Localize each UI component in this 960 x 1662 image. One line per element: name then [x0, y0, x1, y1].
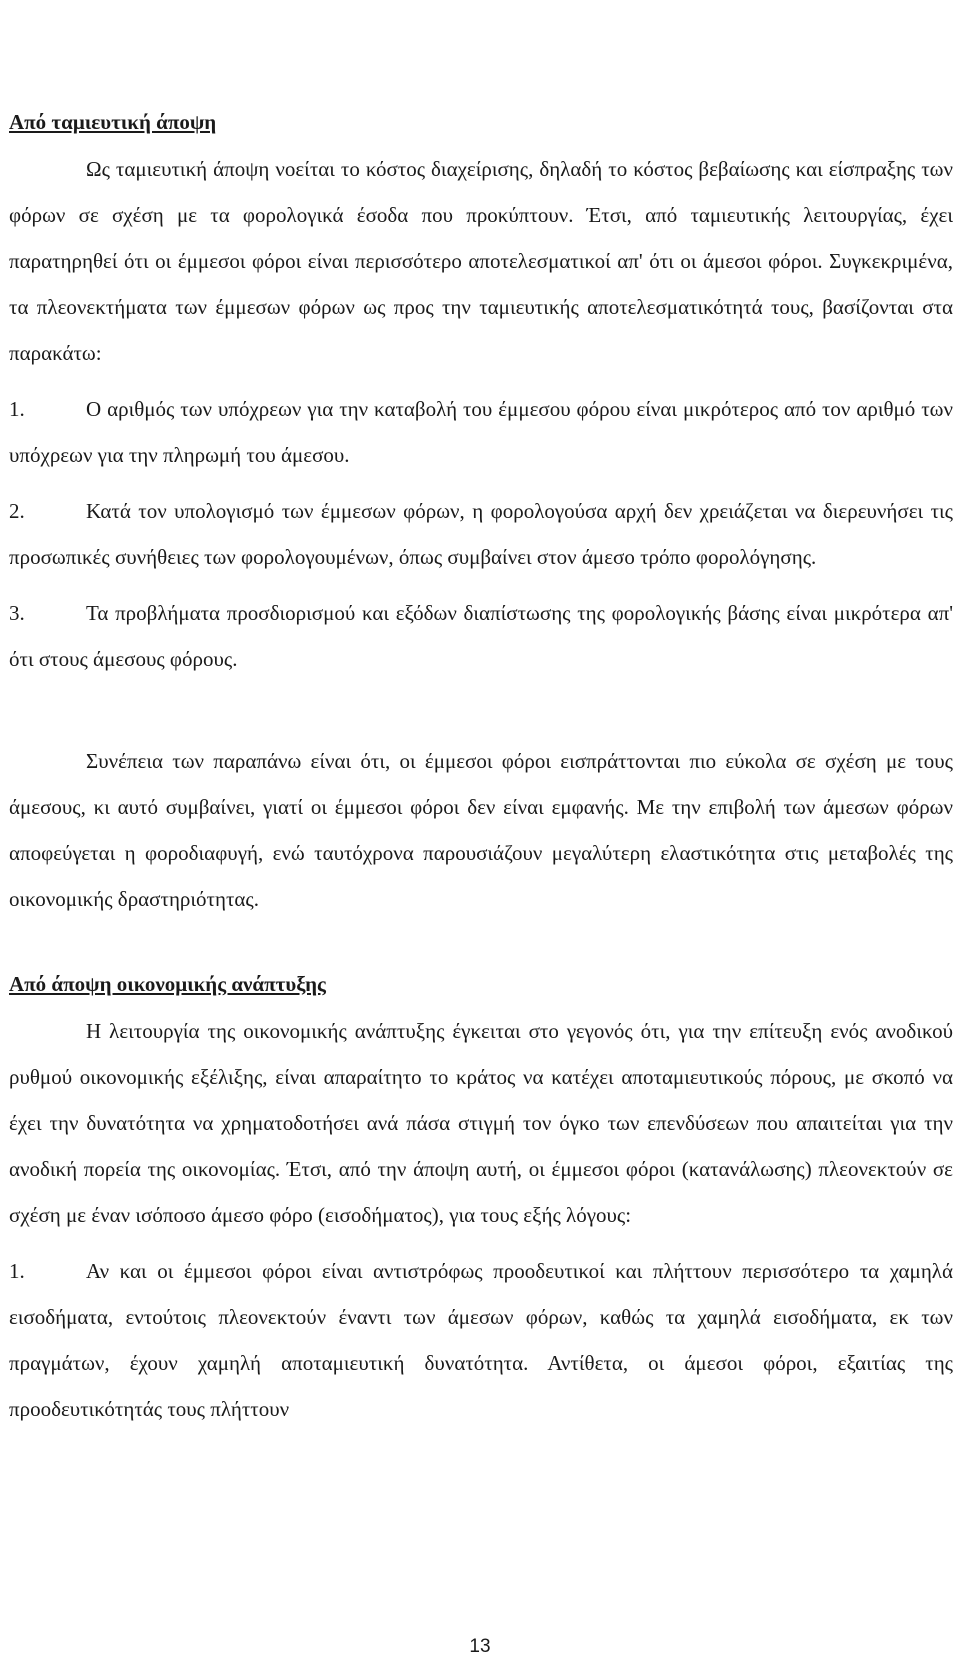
list-item-text: Αν και οι έμμεσοι φόροι είναι αντιστρόφως προοδευτικοί και πλήττουν περισσότερο τα χαμηλά εισοδήματα, εντούτοις πλεονεκτούν έναντι των άμεσων φόρων, καθώς τα χαμηλά εισοδήματα, εκ των πραγμάτων, έχουν χαμηλή αποταμιευτική δυνατότητα. Αντίθετα, οι άμεσοι φόροι, εξαιτίας της προοδευτικότητάς τους πλήττουν [9, 1259, 953, 1421]
list-item [9, 580, 953, 682]
section-spacer [9, 922, 953, 970]
paragraph-growth-intro: Η λειτουργία της οικονομικής ανάπτυξης έγκειται στο γεγονός ότι, για την επίτευξη ενός ανοδικού ρυθμού οικονομικής εξέλιξης, είναι απαραίτητο το κράτος να κατέχει αποταμιευτικούς πόρους, με σκοπό να έχει την δυνατότητα να χρηματοδοτήσει ανά πάσα στιγμή τον όγκο των επενδύσεων που απαιτείται για την ανοδική πορεία της οικονομίας. Έτσι, από την άποψη αυτή, οι έμμεσοι φόροι (κατανάλωσης) πλεονεκτούν σε σχέση με έναν ισόποσο άμεσο φόρο (εισοδήματος), για τους εξής λόγους: [9, 1019, 953, 1227]
paragraph-treasury-conclusion: Συνέπεια των παραπάνω είναι ότι, οι έμμεσοι φόροι εισπράττονται πιο εύκολα σε σχέση με τους άμεσους, κι αυτό συμβαίνει, γιατί οι έμμεσοι φόροι δεν είναι εμφανής. Με την επιβολή των άμεσων φόρων αποφεύγεται η φοροδιαφυγή, ενώ ταυτόχρονα παρουσιάζουν μεγαλύτερη ελαστικότητα στις μεταβολές της οικονομικής δραστηριότητας. [9, 749, 953, 911]
list-item-number: 2. [9, 499, 25, 523]
list-item-number: 1. [9, 1259, 25, 1283]
list-item [9, 1238, 953, 1432]
list-item-text: Τα προβλήματα προσδιορισμού και εξόδων διαπίστωσης της φορολογικής βάσης είναι μικρότερα απ' ότι στους άμεσους φόρους. [9, 601, 953, 671]
document-page [9, 108, 953, 1432]
section-heading-treasury: Από ταμιευτική άποψη [9, 110, 217, 134]
list-item-text: Κατά τον υπολογισμό των έμμεσων φόρων, η φορολογούσα αρχή δεν χρειάζεται να διερευνήσει τις προσωπικές συνήθειες των φορολογουμένων, όπως συμβαίνει στον άμεσο τρόπο φορολόγησης. [9, 499, 953, 569]
paragraph-spacer [9, 682, 953, 728]
list-item-number: 3. [9, 601, 25, 625]
list-item [9, 376, 953, 478]
list-item-text: Ο αριθμός των υπόχρεων για την καταβολή του έμμεσου φόρου είναι μικρότερος από τον αριθμό των υπόχρεων για την πληρωμή του άμεσου. [9, 397, 953, 467]
list-item-number: 1. [9, 397, 25, 421]
page-number: 13 [469, 1636, 491, 1657]
section-heading-economic-growth: Από άποψη οικονομικής ανάπτυξης [9, 972, 326, 996]
paragraph-treasury-intro: Ως ταμιευτική άποψη νοείται το κόστος διαχείρισης, δηλαδή το κόστος βεβαίωσης και είσπραξης των φόρων σε σχέση με τα φορολογικά έσοδα που προκύπτουν. Έτσι, από ταμιευτικής λειτουργίας, έχει παρατηρηθεί ότι οι έμμεσοι φόροι είναι περισσότερο αποτελεσματικοί απ' ότι οι άμεσοι φόροι. Συγκεκριμένα, τα πλεονεκτήματα των έμμεσων φόρων ως προς την ταμιευτικής αποτελεσματικότητά τους, βασίζονται στα παρακάτω: [9, 157, 953, 365]
list-item [9, 478, 953, 580]
